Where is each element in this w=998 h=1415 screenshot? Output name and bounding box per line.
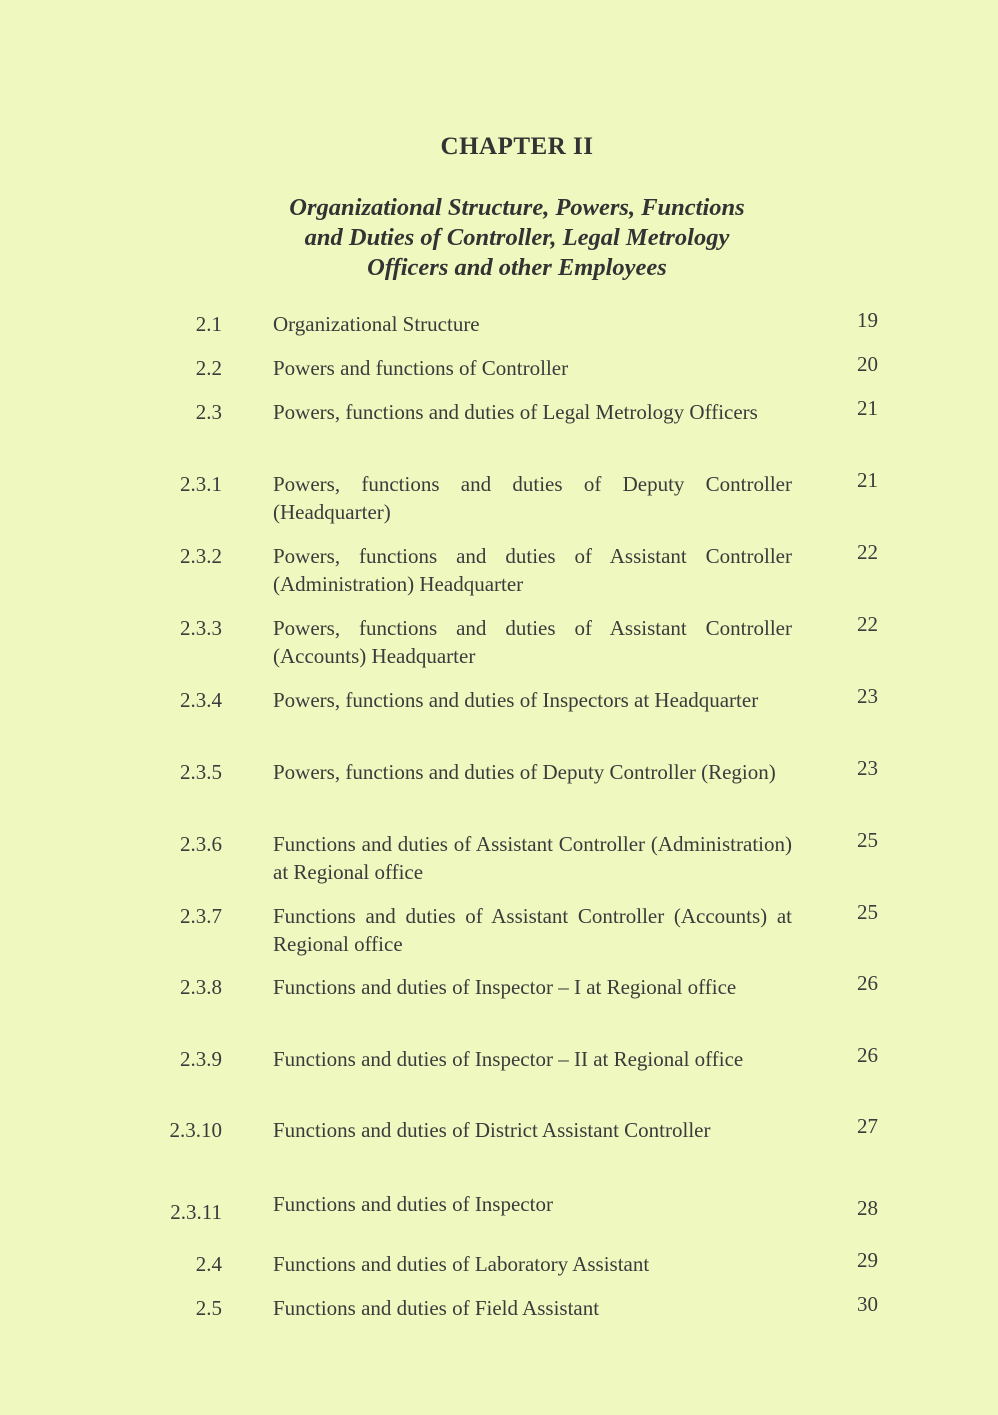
toc-number: 2.3.8	[180, 975, 222, 999]
toc-page: 22	[857, 540, 878, 564]
toc-title: Functions and duties of Assistant Controller (Administration) at Regional office	[273, 832, 792, 884]
toc-page: 23	[857, 684, 878, 708]
toc-number: 2.3.6	[180, 832, 222, 856]
toc-title: Powers, functions and duties of Deputy Controller (Headquarter)	[273, 472, 792, 524]
toc-page: 26	[857, 971, 878, 995]
toc-number: 2.3.4	[180, 688, 222, 712]
toc-title: Functions and duties of Inspector – I at Regional office	[273, 975, 737, 999]
toc-title: Powers, functions and duties of Assistant Controller (Administration) Headquarter	[273, 544, 792, 596]
toc-number: 2.3.10	[169, 1118, 222, 1142]
toc-number: 2.3.2	[180, 544, 222, 568]
toc-number: 2.3.1	[180, 472, 222, 496]
toc-number: 2.3.7	[180, 904, 222, 928]
toc-title: Functions and duties of District Assistant Controller	[273, 1118, 711, 1142]
toc-title: Functions and duties of Assistant Controller (Accounts) at Regional office	[273, 904, 792, 956]
toc-number: 2.4	[195, 1252, 222, 1276]
toc-title: Organizational Structure	[273, 312, 480, 336]
toc-page: 21	[857, 468, 878, 492]
toc-number: 2.1	[195, 312, 222, 336]
toc-number: 2.5	[195, 1296, 222, 1320]
toc-page: 25	[857, 828, 878, 852]
toc-title: Functions and duties of Inspector – II at Regional office	[273, 1047, 744, 1071]
toc-page: 26	[857, 1043, 878, 1067]
toc-title: Functions and duties of Laboratory Assistant	[273, 1252, 650, 1276]
toc-page: 25	[857, 900, 878, 924]
toc-page: 23	[857, 756, 878, 780]
toc-number: 2.3.5	[180, 760, 222, 784]
toc-page: 22	[857, 612, 878, 636]
toc-number: 2.2	[195, 356, 222, 380]
toc-number: 2.3.3	[180, 616, 222, 640]
subtitle-line: Organizational Structure, Powers, Functions	[289, 194, 745, 221]
toc-title: Powers, functions and duties of Deputy Controller (Region)	[273, 760, 776, 784]
toc-page: 27	[857, 1114, 878, 1138]
toc-title: Functions and duties of Inspector	[273, 1192, 553, 1216]
toc-page: 20	[857, 352, 878, 376]
toc-page: 19	[857, 308, 878, 332]
toc-page: 29	[857, 1248, 878, 1272]
toc-title: Powers, functions and duties of Legal Metrology Officers	[273, 400, 758, 424]
toc-title: Functions and duties of Field Assistant	[273, 1296, 600, 1320]
toc-title: Powers and functions of Controller	[273, 356, 569, 380]
chapter-heading: CHAPTER II	[440, 133, 594, 160]
toc-number: 2.3.9	[180, 1047, 222, 1071]
toc-page: 28	[857, 1196, 878, 1220]
toc-page: 21	[857, 396, 878, 420]
toc-title: Powers, functions and duties of Assistant Controller (Accounts) Headquarter	[273, 616, 792, 668]
subtitle-line: Officers and other Employees	[367, 254, 667, 281]
subtitle-line: and Duties of Controller, Legal Metrology	[304, 224, 730, 251]
toc-number: 2.3.11	[170, 1200, 222, 1224]
toc-title: Powers, functions and duties of Inspectors at Headquarter	[273, 688, 759, 712]
toc-page: 30	[857, 1292, 878, 1316]
toc-number: 2.3	[195, 400, 222, 424]
